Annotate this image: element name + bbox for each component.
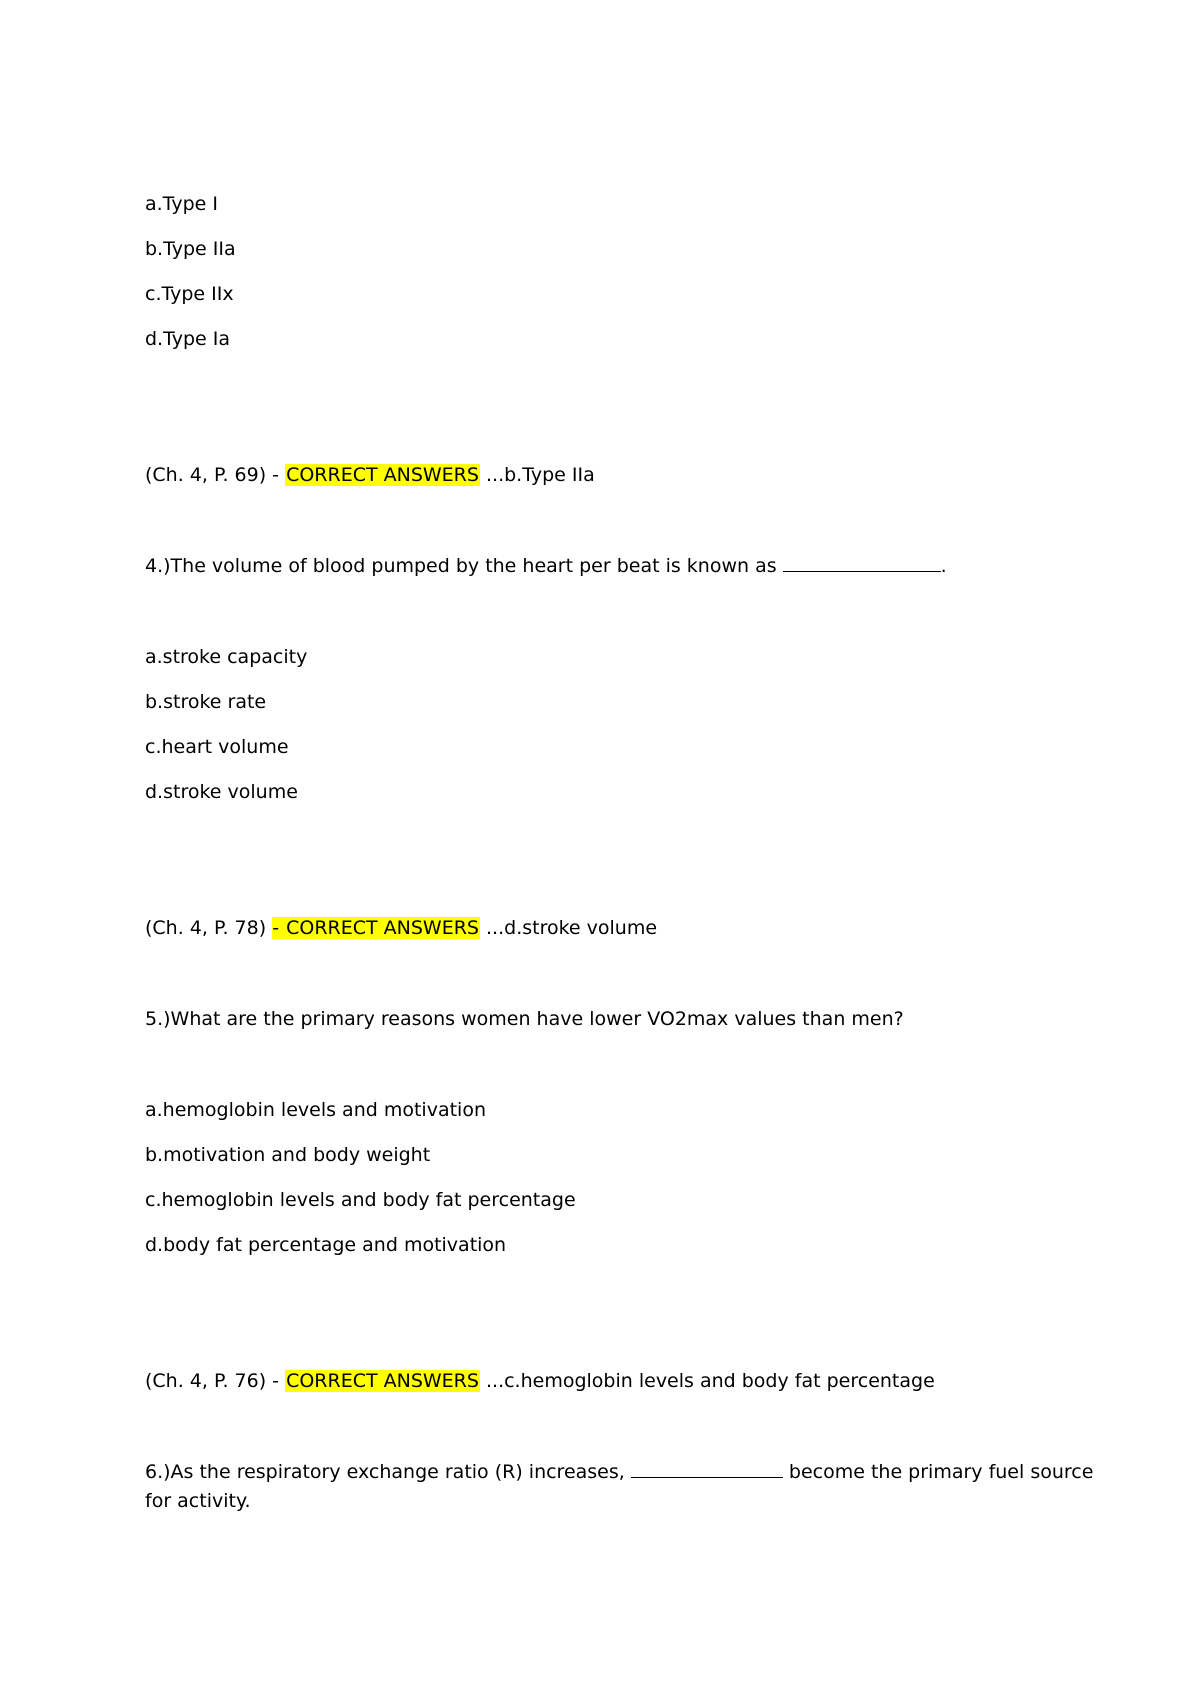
q6-question-end: become the primary fuel source xyxy=(782,1461,1094,1483)
q4-question xyxy=(145,553,947,579)
q5-answer xyxy=(145,1368,935,1394)
q4-answer-label: CORRECT ANSWERS xyxy=(286,917,479,939)
q3-answer-label: CORRECT ANSWERS xyxy=(286,464,479,486)
q4-option-c: c.heart volume xyxy=(145,736,289,758)
q3-option-c: c.Type IIx xyxy=(145,283,234,305)
q4-answer-text: ...d.stroke volume xyxy=(479,917,658,939)
q3-answer-ref: (Ch. 4, P. 69) - xyxy=(145,464,286,486)
q5-option-a: a.hemoglobin levels and motivation xyxy=(145,1099,486,1121)
q5-answer-label: CORRECT ANSWERS xyxy=(286,1370,479,1392)
q4-answer-dash: - xyxy=(272,917,286,939)
q5-answer-text: ...c.hemoglobin levels and body fat percentage xyxy=(479,1370,935,1392)
q4-answer-blank xyxy=(783,555,941,572)
q3-option-b: b.Type IIa xyxy=(145,238,236,260)
q5-option-d: d.body fat percentage and motivation xyxy=(145,1234,507,1256)
q4-answer xyxy=(145,915,657,941)
q3-answer xyxy=(145,462,595,488)
q3-answer-text: ...b.Type IIa xyxy=(479,464,595,486)
q3-option-a: a.Type I xyxy=(145,193,218,215)
q4-option-d: d.stroke volume xyxy=(145,781,298,803)
q6-answer-blank xyxy=(631,1461,783,1478)
q5-answer-ref: (Ch. 4, P. 76) - xyxy=(145,1370,286,1392)
q6-question-line2: for activity. xyxy=(145,1490,251,1512)
q4-answer-ref: (Ch. 4, P. 78) xyxy=(145,917,273,939)
q4-option-b: b.stroke rate xyxy=(145,691,267,713)
q5-question: 5.)What are the primary reasons women have lower VO2max values than men? xyxy=(145,1008,904,1030)
q4-question-end: . xyxy=(940,555,947,577)
q6-question xyxy=(145,1459,1093,1485)
q4-option-a: a.stroke capacity xyxy=(145,646,308,668)
q5-option-b: b.motivation and body weight xyxy=(145,1144,431,1166)
q6-question-text: 6.)As the respiratory exchange ratio (R) increases, xyxy=(145,1461,631,1483)
q3-option-d: d.Type Ia xyxy=(145,328,231,350)
q4-question-text: 4.)The volume of blood pumped by the heart per beat is known as xyxy=(145,555,783,577)
q5-option-c: c.hemoglobin levels and body fat percentage xyxy=(145,1189,576,1211)
